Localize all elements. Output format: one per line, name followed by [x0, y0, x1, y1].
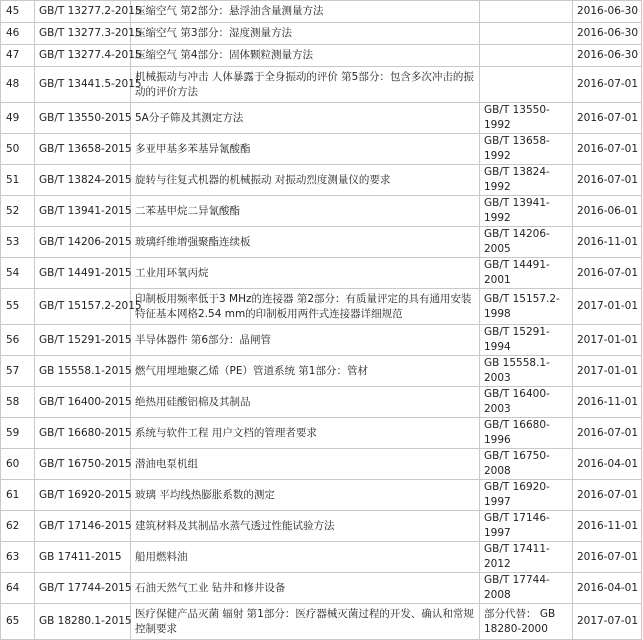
row-number: 55	[1, 289, 35, 325]
standard-title: 玻璃纤维增强聚酯连续板	[131, 227, 480, 258]
standard-title: 压缩空气 第4部分：固体颗粒测量方法	[131, 45, 480, 67]
row-number: 46	[1, 23, 35, 45]
standard-title: 半导体器件 第6部分：晶闸管	[131, 325, 480, 356]
replaced-standard	[480, 67, 573, 103]
table-row	[1, 227, 642, 258]
effective-date: 2016-07-01	[573, 103, 642, 134]
replaced-standard: GB 15558.1-2003	[480, 356, 573, 387]
standard-title: 燃气用埋地聚乙烯（PE）管道系统 第1部分：管材	[131, 356, 480, 387]
replaced-standard: GB/T 15291-1994	[480, 325, 573, 356]
effective-date: 2016-06-30	[573, 23, 642, 45]
row-number: 48	[1, 67, 35, 103]
row-number: 58	[1, 387, 35, 418]
standard-code: GB/T 13441.5-2015	[35, 67, 131, 103]
effective-date: 2016-06-30	[573, 45, 642, 67]
table-row	[1, 134, 642, 165]
effective-date: 2017-01-01	[573, 356, 642, 387]
standard-code: GB 17411-2015	[35, 542, 131, 573]
replaced-standard: GB/T 16400-2003	[480, 387, 573, 418]
table-row	[1, 289, 642, 325]
replaced-standard: GB/T 14491-2001	[480, 258, 573, 289]
replaced-standard	[480, 1, 573, 23]
standard-code: GB/T 15157.2-2015	[35, 289, 131, 325]
standard-code: GB 18280.1-2015	[35, 604, 131, 640]
standard-code: GB/T 13277.4-2015	[35, 45, 131, 67]
standard-code: GB/T 16680-2015	[35, 418, 131, 449]
replaced-standard	[480, 23, 573, 45]
effective-date: 2016-07-01	[573, 67, 642, 103]
replaced-standard: GB/T 13941-1992	[480, 196, 573, 227]
table-row	[1, 604, 642, 640]
standard-title: 印制板用频率低于3 MHz的连接器 第2部分：有质量评定的具有通用安装特征基本网格2.54 mm的印制板用两件式连接器详细规范	[131, 289, 480, 325]
replaced-standard	[480, 45, 573, 67]
row-number: 52	[1, 196, 35, 227]
table-row	[1, 511, 642, 542]
table-row	[1, 165, 642, 196]
standard-code: GB/T 14491-2015	[35, 258, 131, 289]
table-row	[1, 45, 642, 67]
table-row	[1, 387, 642, 418]
effective-date: 2016-11-01	[573, 227, 642, 258]
table-row	[1, 1, 642, 23]
replaced-standard: GB/T 15157.2-1998	[480, 289, 573, 325]
table-row	[1, 573, 642, 604]
replaced-standard: GB/T 17411-2012	[480, 542, 573, 573]
effective-date: 2016-04-01	[573, 449, 642, 480]
table-row	[1, 356, 642, 387]
effective-date: 2016-06-30	[573, 1, 642, 23]
table-row	[1, 67, 642, 103]
standard-code: GB/T 16920-2015	[35, 480, 131, 511]
standard-title: 机械振动与冲击 人体暴露于全身振动的评价 第5部分：包含多次冲击的振动的评价方法	[131, 67, 480, 103]
standard-code: GB/T 13550-2015	[35, 103, 131, 134]
standard-title: 建筑材料及其制品水蒸气透过性能试验方法	[131, 511, 480, 542]
standard-code: GB 15558.1-2015	[35, 356, 131, 387]
standard-title: 压缩空气 第2部分：悬浮油含量测量方法	[131, 1, 480, 23]
effective-date: 2016-06-01	[573, 196, 642, 227]
replaced-standard: GB/T 13550-1992	[480, 103, 573, 134]
standard-title: 多亚甲基多苯基异氰酸酯	[131, 134, 480, 165]
standard-title: 石油天然气工业 钻井和修井设备	[131, 573, 480, 604]
effective-date: 2016-07-01	[573, 418, 642, 449]
row-number: 50	[1, 134, 35, 165]
table-row	[1, 418, 642, 449]
replaced-standard: GB/T 16920-1997	[480, 480, 573, 511]
standard-title: 船用燃料油	[131, 542, 480, 573]
standard-code: GB/T 13277.2-2015	[35, 1, 131, 23]
table-row	[1, 449, 642, 480]
row-number: 53	[1, 227, 35, 258]
standard-title: 潜油电泵机组	[131, 449, 480, 480]
row-number: 65	[1, 604, 35, 640]
standard-code: GB/T 13277.3-2015	[35, 23, 131, 45]
table-row	[1, 480, 642, 511]
standard-code: GB/T 16400-2015	[35, 387, 131, 418]
replaced-standard: GB/T 17744-2008	[480, 573, 573, 604]
standard-title: 医疗保健产品灭菌 辐射 第1部分：医疗器械灭菌过程的开发、确认和常规控制要求	[131, 604, 480, 640]
effective-date: 2017-01-01	[573, 289, 642, 325]
standard-code: GB/T 17744-2015	[35, 573, 131, 604]
row-number: 63	[1, 542, 35, 573]
row-number: 56	[1, 325, 35, 356]
standard-code: GB/T 15291-2015	[35, 325, 131, 356]
standard-title: 绝热用硅酸铝棉及其制品	[131, 387, 480, 418]
replaced-standard: 部分代替： GB 18280-2000	[480, 604, 573, 640]
row-number: 61	[1, 480, 35, 511]
standard-title: 二苯基甲烷二异氰酸酯	[131, 196, 480, 227]
standard-title: 玻璃 平均线热膨胀系数的测定	[131, 480, 480, 511]
standard-code: GB/T 16750-2015	[35, 449, 131, 480]
row-number: 60	[1, 449, 35, 480]
standard-code: GB/T 17146-2015	[35, 511, 131, 542]
replaced-standard: GB/T 13824-1992	[480, 165, 573, 196]
standard-title: 工业用环氧丙烷	[131, 258, 480, 289]
effective-date: 2016-11-01	[573, 511, 642, 542]
replaced-standard: GB/T 16750-2008	[480, 449, 573, 480]
replaced-standard: GB/T 16680-1996	[480, 418, 573, 449]
row-number: 49	[1, 103, 35, 134]
standard-title: 5A分子筛及其测定方法	[131, 103, 480, 134]
table-row	[1, 23, 642, 45]
table-row	[1, 542, 642, 573]
row-number: 59	[1, 418, 35, 449]
row-number: 57	[1, 356, 35, 387]
row-number: 45	[1, 1, 35, 23]
row-number: 51	[1, 165, 35, 196]
effective-date: 2017-01-01	[573, 325, 642, 356]
standard-code: GB/T 13941-2015	[35, 196, 131, 227]
row-number: 54	[1, 258, 35, 289]
standard-code: GB/T 13658-2015	[35, 134, 131, 165]
effective-date: 2016-04-01	[573, 573, 642, 604]
table-row	[1, 258, 642, 289]
effective-date: 2016-07-01	[573, 542, 642, 573]
standard-code: GB/T 13824-2015	[35, 165, 131, 196]
effective-date: 2017-07-01	[573, 604, 642, 640]
effective-date: 2016-11-01	[573, 387, 642, 418]
effective-date: 2016-07-01	[573, 134, 642, 165]
effective-date: 2016-07-01	[573, 480, 642, 511]
standard-title: 压缩空气 第3部分：湿度测量方法	[131, 23, 480, 45]
table-row	[1, 196, 642, 227]
replaced-standard: GB/T 14206-2005	[480, 227, 573, 258]
table-row	[1, 325, 642, 356]
standards-table-body	[1, 1, 642, 640]
standard-code: GB/T 14206-2015	[35, 227, 131, 258]
row-number: 47	[1, 45, 35, 67]
standard-title: 系统与软件工程 用户文档的管理者要求	[131, 418, 480, 449]
effective-date: 2016-07-01	[573, 165, 642, 196]
row-number: 64	[1, 573, 35, 604]
row-number: 62	[1, 511, 35, 542]
replaced-standard: GB/T 13658-1992	[480, 134, 573, 165]
effective-date: 2016-07-01	[573, 258, 642, 289]
table-row	[1, 103, 642, 134]
standard-title: 旋转与往复式机器的机械振动 对振动烈度测量仪的要求	[131, 165, 480, 196]
replaced-standard: GB/T 17146-1997	[480, 511, 573, 542]
